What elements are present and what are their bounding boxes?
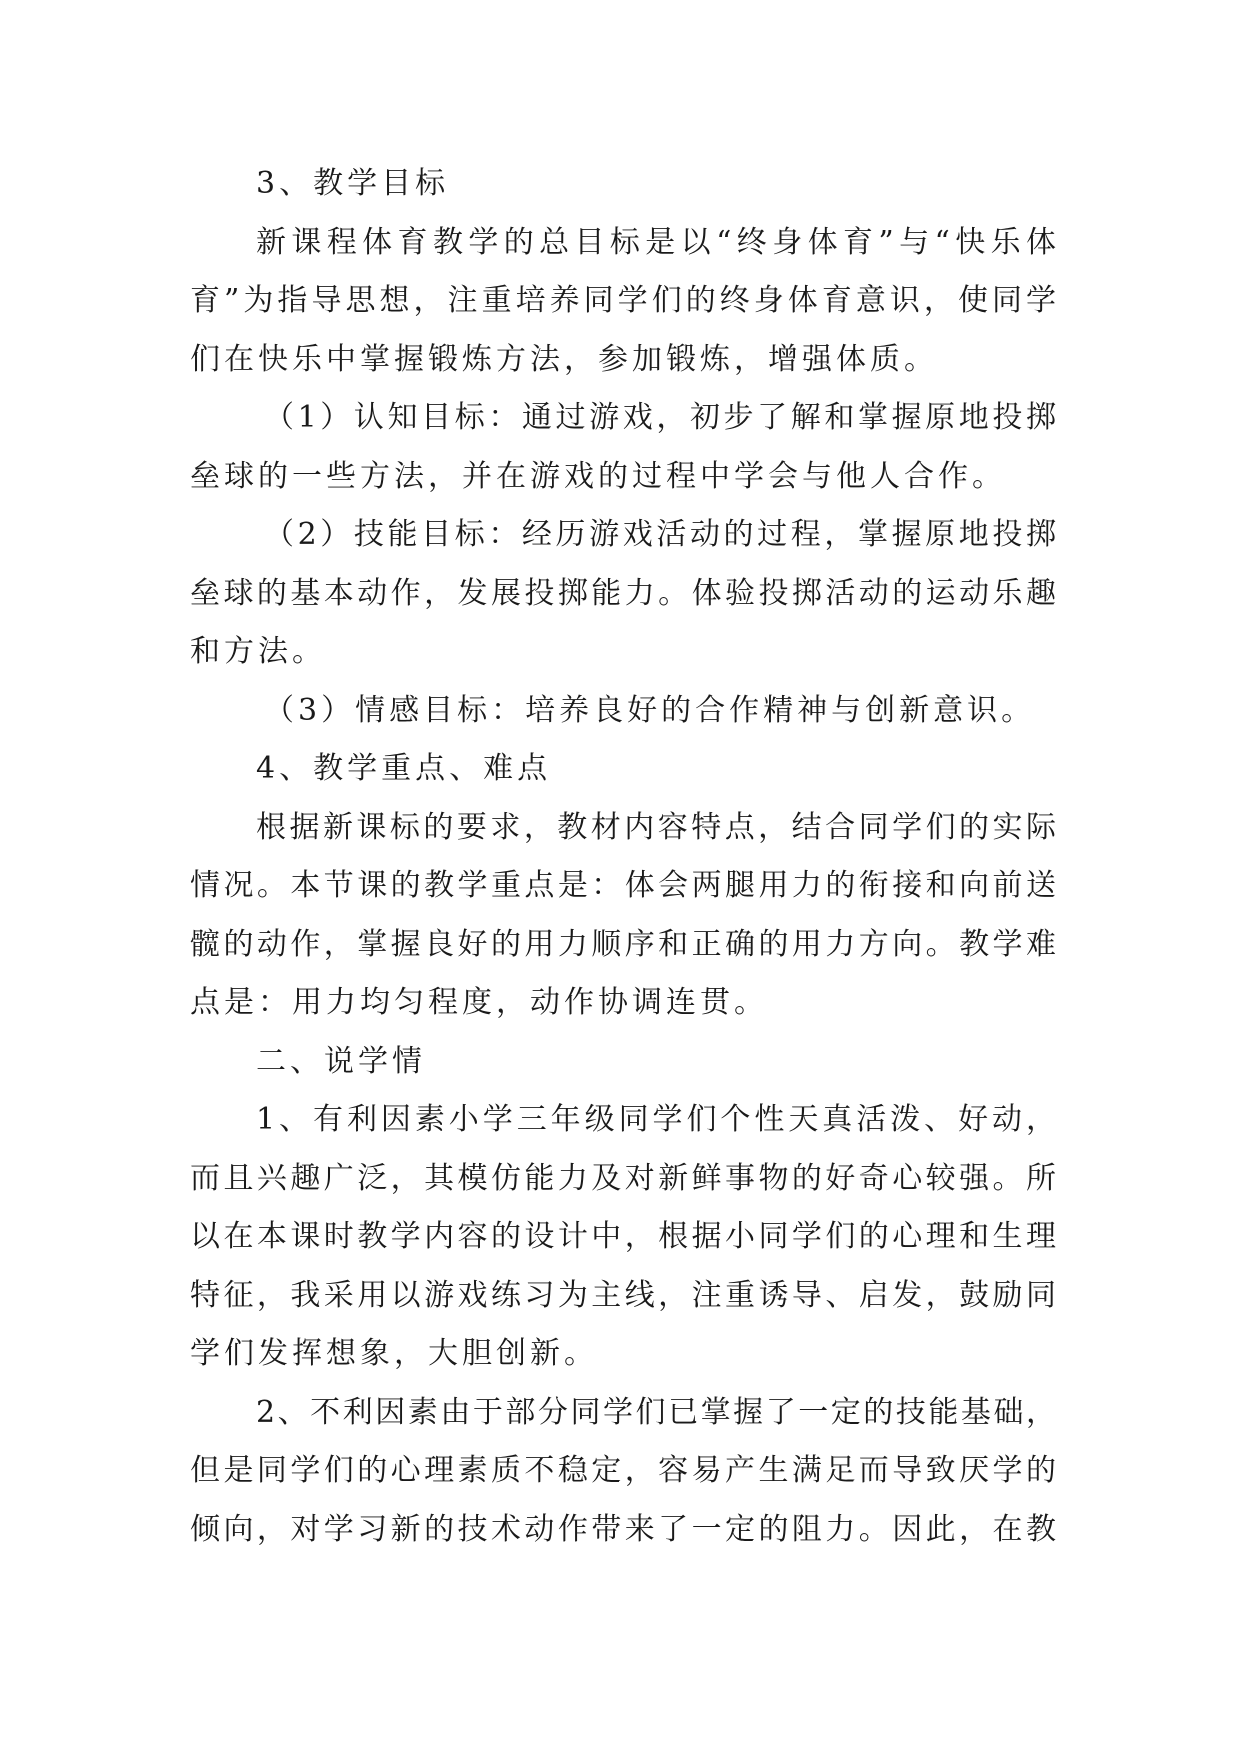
text-line: 以在本课时教学内容的设计中，根据小同学们的心理和生理 (190, 1219, 1056, 1254)
text-line: 2、不利因素由于部分同学们已掌握了一定的技能基础， (256, 1394, 1056, 1430)
text-line: 们在快乐中掌握锻炼方法，参加锻炼，增强体质。 (190, 341, 938, 377)
text-line: 但是同学们的心理素质不稳定，容易产生满足而导致厌学的 (190, 1453, 1056, 1488)
text-line: （2）技能目标：经历游戏活动的过程，掌握原地投掷 (264, 517, 1056, 552)
text-line: 3、教学目标 (256, 166, 450, 201)
text-line: 育”为指导思想，注重培养同学们的终身体育意识，使同学 (190, 283, 1056, 318)
text-line: （1）认知目标：通过游戏，初步了解和掌握原地投掷 (264, 400, 1056, 435)
text-line: 垒球的一些方法，并在游戏的过程中学会与他人合作。 (190, 458, 1006, 494)
text-line: （3）情感目标：培养良好的合作精神与创新意识。 (264, 692, 1036, 728)
text-line: 4、教学重点、难点 (256, 751, 552, 786)
text-line: 情况。本节课的教学重点是：体会两腿用力的衔接和向前送 (190, 868, 1056, 903)
text-line: 点是：用力均匀程度，动作协调连贯。 (190, 985, 768, 1020)
text-line: 髋的动作，掌握良好的用力顺序和正确的用力方向。教学难 (190, 926, 1056, 962)
text-line: 而且兴趣广泛，其模仿能力及对新鲜事物的好奇心较强。所 (190, 1160, 1056, 1196)
text-line: 学们发挥想象，大胆创新。 (190, 1336, 598, 1371)
text-line: 垒球的基本动作，发展投掷能力。体验投掷活动的运动乐趣 (190, 575, 1056, 611)
text-line: 根据新课标的要求，教材内容特点，结合同学们的实际 (256, 809, 1056, 845)
text-line: 和方法。 (190, 634, 326, 669)
text-line: 特征，我采用以游戏练习为主线，注重诱导、启发，鼓励同 (190, 1277, 1056, 1313)
text-line: 新课程体育教学的总目标是以“终身体育”与“快乐体 (256, 224, 1056, 260)
text-line: 二、说学情 (256, 1043, 426, 1079)
text-line: 倾向，对学习新的技术动作带来了一定的阻力。因此，在教 (190, 1511, 1056, 1547)
document-page (190, 155, 1056, 1559)
text-line: 1、有利因素小学三年级同学们个性天真活泼、好动， (256, 1102, 1056, 1137)
